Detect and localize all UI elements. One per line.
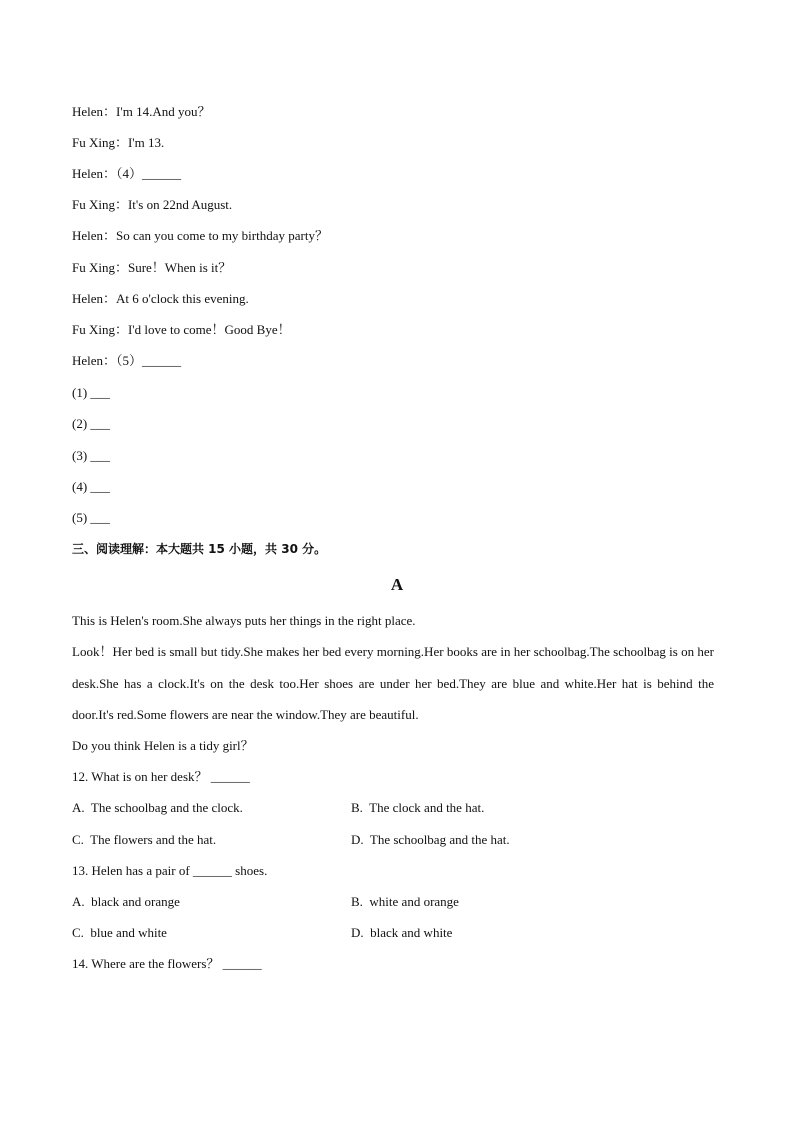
- dialogue-line: Helen：（4）______: [72, 166, 182, 181]
- answer-blank: (2) ___: [72, 416, 110, 431]
- option-b: B. The clock and the hat.: [351, 800, 485, 815]
- dialogue-line: Fu Xing：It's on 22nd August.: [72, 197, 233, 212]
- passage-paragraph: Look！Her bed is small but tidy.She makes her bed every morning.Her books are in her schoolbag.The schoolbag is on her desk.She has a clock.It's on the desk too.Her shoes are under her bed.They are blue and white.Her hat is behind the door.It's red.Some flowers are near the window.They are beautiful.: [72, 644, 714, 722]
- option-c: C. The flowers and the hat.: [72, 832, 217, 847]
- dialogue-line: Helen：At 6 o'clock this evening.: [72, 291, 249, 306]
- dialogue-line: Fu Xing：Sure！When is it？: [72, 260, 232, 275]
- option-d: D. The schoolbag and the hat.: [351, 832, 510, 847]
- dialogue-line: Helen：（5）______: [72, 353, 182, 368]
- answer-blank: (4) ___: [72, 479, 110, 494]
- option-c: C. blue and white: [72, 925, 167, 940]
- question-stem: 13. Helen has a pair of ______ shoes.: [72, 863, 268, 878]
- dialogue-line: Helen：I'm 14.And you？: [72, 104, 211, 119]
- passage-first-line: This is Helen's room.She always puts her things in the right place.: [72, 613, 416, 628]
- option-d: D. black and white: [351, 925, 453, 940]
- passage-title: A: [390, 575, 404, 594]
- option-b: B. white and orange: [351, 894, 459, 909]
- question-stem: 12. What is on her desk？ ______: [72, 769, 250, 784]
- dialogue-line: Helen：So can you come to my birthday party？: [72, 228, 328, 243]
- answer-blank: (5) ___: [72, 510, 110, 525]
- passage-closing: Do you think Helen is a tidy girl？: [72, 738, 254, 753]
- option-a: A. The schoolbag and the clock.: [72, 800, 243, 815]
- question-stem: 14. Where are the flowers？ ______: [72, 956, 262, 971]
- dialogue-line: Fu Xing：I'd love to come！Good Bye！: [72, 322, 291, 337]
- answer-blank: (3) ___: [72, 448, 110, 463]
- answer-blank: (1) ___: [72, 385, 110, 400]
- dialogue-line: Fu Xing：I'm 13.: [72, 135, 165, 150]
- option-a: A. black and orange: [72, 894, 180, 909]
- section-title: 三、阅读理解：本大题共 15 小题，共 30 分。: [72, 542, 327, 556]
